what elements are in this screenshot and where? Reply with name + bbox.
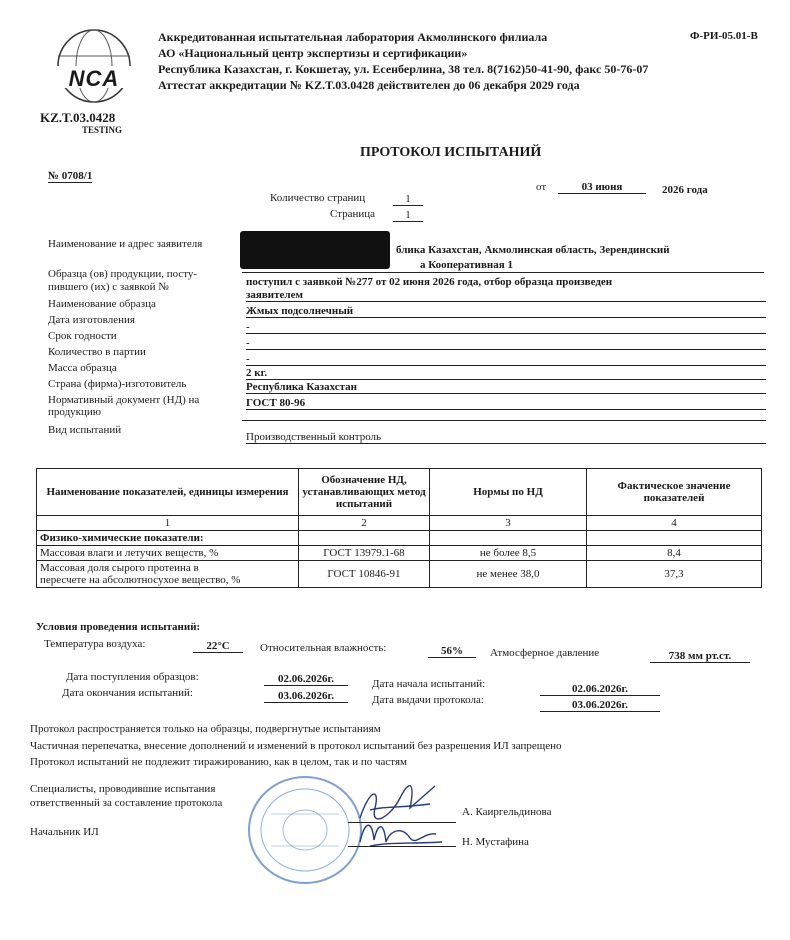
row-2-name-line-2: пересчете на абсолютносухое вещество, % xyxy=(40,574,241,586)
table-number-row xyxy=(37,516,762,531)
country-value: Республика Казахстан xyxy=(246,381,766,394)
test-type-label: Вид испытаний xyxy=(48,424,122,436)
header-norm: Нормы по НД xyxy=(430,469,587,516)
header-indicator: Наименование показателей, единицы измерения xyxy=(37,469,299,516)
pages-count: 1 xyxy=(393,193,423,206)
head-label: Начальник ИЛ xyxy=(30,826,99,838)
row-1-norm: не более 8,5 xyxy=(430,546,587,561)
applicant-value-1: блика Казахстан, Акмолинская область, Зерендинский xyxy=(396,244,670,256)
samples-value-1: поступил с заявкой №277 от 02 июня 2026 года, отбор образца произведен xyxy=(246,276,613,288)
table-row xyxy=(37,546,762,561)
specialists-label-1: Специалисты, проводившие испытания xyxy=(30,783,216,795)
row-1-method: ГОСТ 13979.1-68 xyxy=(299,546,430,561)
mfg-date-label: Дата изготовления xyxy=(48,314,135,326)
start-date-value: 02.06.2026г. xyxy=(540,683,660,696)
table-row xyxy=(37,561,762,588)
temperature-value: 22°С xyxy=(193,640,243,653)
humidity-value: 56% xyxy=(428,645,476,658)
results-table xyxy=(36,468,762,588)
sample-name-value: Жмых подсолнечный xyxy=(246,305,766,318)
row-2-name xyxy=(37,561,299,588)
end-date-value: 03.06.2026г. xyxy=(264,690,348,703)
head-name: Н. Мустафина xyxy=(462,836,529,848)
nd-value: ГОСТ 80-96 xyxy=(246,397,766,410)
applicant-label: Наименование и адрес заявителя xyxy=(48,238,203,250)
nd-underline-2 xyxy=(242,420,766,421)
note-1: Протокол распространяется только на образцы, подвергнутые испытаниям xyxy=(30,723,381,735)
test-type-value: Производственный контроль xyxy=(246,431,766,444)
row-2-actual: 37,3 xyxy=(587,561,762,588)
conditions-title: Условия проведения испытаний: xyxy=(36,621,201,633)
note-3: Протокол испытаний не подлежит тиражированию, как в целом, так и по частям xyxy=(30,756,407,768)
nd-label-2: продукцию xyxy=(48,406,102,418)
header-line-4: Аттестат аккредитации № KZ.T.03.0428 действителен до 06 декабря 2029 года xyxy=(158,78,580,92)
header-line-3: Республика Казахстан, г. Кокшетау, ул. Есенберлина, 38 тел. 8(7162)50-41-90, факс 50-76-07 xyxy=(158,62,649,76)
samples-label-1: Образца (ов) продукции, посту- xyxy=(48,268,198,280)
batch-qty-label: Количество в партии xyxy=(48,346,146,358)
country-label: Страна (фирма)-изготовитель xyxy=(48,378,187,390)
signature-head xyxy=(350,812,450,856)
note-2: Частичная перепечатка, внесение дополнений и изменений в протокол испытаний без разрешения ИЛ запрещено xyxy=(30,740,562,752)
issue-date-value: 03.06.2026г. xyxy=(540,699,660,712)
nd-label-1: Нормативный документ (НД) на xyxy=(48,394,200,406)
form-code: Ф-РИ-05.01-В xyxy=(690,30,758,42)
row-1-actual: 8,4 xyxy=(587,546,762,561)
humidity-label: Относительная влажность: xyxy=(260,642,387,654)
specialist-name: А. Каиргельдинова xyxy=(462,806,552,818)
issue-date-label: Дата выдачи протокола: xyxy=(372,694,484,706)
table-group-row xyxy=(37,531,762,546)
temperature-label: Температура воздуха: xyxy=(44,638,146,650)
shelf-life-label: Срок годности xyxy=(48,330,117,342)
header-line-1: Аккредитованная испытательная лаборатория Акмолинского филиала xyxy=(158,30,548,44)
date-day-month: 03 июня xyxy=(558,181,646,194)
col-number-3: 3 xyxy=(430,516,587,531)
row-1-name: Массовая влаги и летучих веществ, % xyxy=(37,546,299,561)
row-2-norm: не менее 38,0 xyxy=(430,561,587,588)
col-number-1: 1 xyxy=(37,516,299,531)
pages-count-label: Количество страниц xyxy=(270,192,366,204)
nca-logo xyxy=(44,26,144,110)
protocol-number: № 0708/1 xyxy=(48,170,93,182)
received-date-label: Дата поступления образцов: xyxy=(66,671,199,683)
row-2-method: ГОСТ 10846-91 xyxy=(299,561,430,588)
samples-value-2: заявителем xyxy=(246,289,766,302)
page-title: ПРОТОКОЛ ИСПЫТАНИЙ xyxy=(360,145,542,160)
testing-label: TESTING xyxy=(82,125,123,135)
group-label: Физико-химические показатели: xyxy=(37,531,299,546)
page-number: 1 xyxy=(393,209,423,222)
specialist-sign-line xyxy=(348,822,456,823)
header-line-2: АО «Национальный центр экспертизы и сертификации» xyxy=(158,46,468,60)
mfg-date-value: - xyxy=(246,321,766,334)
header-method: Обозначение НД, устанавливающих метод испытаний xyxy=(299,469,430,516)
table-header-row xyxy=(37,469,762,516)
samples-label-2: пившего (их) с заявкой № xyxy=(48,281,169,293)
start-date-label: Дата начала испытаний: xyxy=(372,678,486,690)
specialists-label-2: ответственный за составление протокола xyxy=(30,797,223,809)
header-actual: Фактическое значение показателей xyxy=(587,469,762,516)
applicant-underline xyxy=(242,272,764,273)
sample-mass-value: 2 кг. xyxy=(246,367,766,380)
sample-name-label: Наименование образца xyxy=(48,298,156,310)
received-date-value: 02.06.2026г. xyxy=(264,673,348,686)
applicant-value-2: а Кооперативная 1 xyxy=(420,259,513,271)
logo-text: NCA xyxy=(68,66,120,91)
row-2-name-line-1: Массовая доля сырого протеина в xyxy=(40,562,199,574)
batch-qty-value: - xyxy=(246,353,766,366)
col-number-2: 2 xyxy=(299,516,430,531)
head-sign-line xyxy=(348,846,456,847)
date-year: 2026 года xyxy=(662,184,708,196)
date-from-label: от xyxy=(536,181,547,193)
sample-mass-label: Масса образца xyxy=(48,362,117,374)
redaction-bar xyxy=(240,231,390,269)
end-date-label: Дата окончания испытаний: xyxy=(62,687,193,699)
page-label: Страница xyxy=(330,208,376,220)
shelf-life-value: - xyxy=(246,337,766,350)
kz-code: KZ.T.03.0428 xyxy=(40,110,116,125)
pressure-label: Атмосферное давление xyxy=(490,647,600,659)
pressure-value: 738 мм рт.ст. xyxy=(650,650,750,663)
col-number-4: 4 xyxy=(587,516,762,531)
